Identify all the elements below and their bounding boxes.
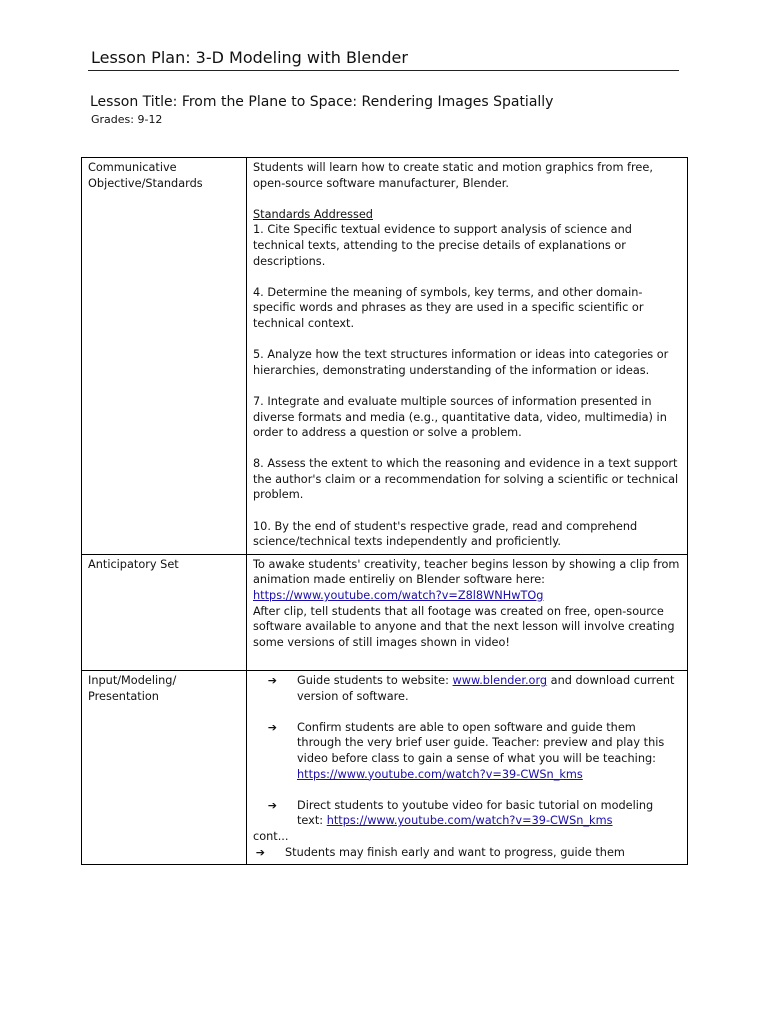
lesson-title: Lesson Title: From the Plane to Space: Rendering Images Spatially (90, 94, 554, 110)
standard-item: 4. Determine the meaning of symbols, key terms, and other domain-specific words and phrases as they are used in a specific scientific or technical context. (253, 285, 644, 330)
lesson-plan-table (81, 157, 688, 865)
bullet-text: Direct students to youtube video for basic tutorial on modeling text: (297, 798, 654, 828)
standard-item: 10. By the end of student's respective grade, read and comprehend science/technical texts independently and proficiently. (253, 519, 638, 549)
list-item (253, 798, 681, 829)
standard-item: 7. Integrate and evaluate multiple sources of information presented in diverse formats and media (e.g., quantitative data, video, multimedia) in order to address a question or solve a problem. (253, 394, 667, 440)
standard-item: 8. Assess the extent to which the reasoning and evidence in a text support the author's claim or a recommendation for solving a scientific or technical problem. (253, 457, 679, 502)
arrow-bullet-icon: ➔ (255, 845, 265, 859)
standards-heading: Standards Addressed (253, 207, 373, 221)
objective-content-cell (247, 158, 688, 555)
standard-item: 5. Analyze how the text structures information or ideas into categories or hierarchies, demonstrating understanding of the information or ideas. (253, 348, 669, 377)
input-label-line1: Input/Modeling/ (88, 674, 177, 687)
continued-note: cont... (253, 829, 289, 843)
input-content-cell (247, 671, 688, 865)
bullet-text: Students may finish early and want to progress, guide them (285, 845, 625, 859)
blender-website-link[interactable]: www.blender.org (452, 674, 548, 687)
title-underline-rule (88, 70, 679, 71)
bullet-text: Confirm students are able to open software and guide them through the very brief user guide. Teacher: preview and play this video before class to gain a sense of what you will be teaching: (297, 720, 665, 765)
list-item (253, 720, 681, 782)
user-guide-video-link[interactable]: https://www.youtube.com/watch?v=39-CWSn_kms (297, 767, 583, 781)
objective-intro: Students will learn how to create static and motion graphics from free, open-source software manufacturer, Blender. (253, 161, 653, 190)
anticipatory-text1: To awake students' creativity, teacher begins lesson by showing a clip from animation made entireliy on Blender software here: (253, 557, 680, 587)
table-row-objective (82, 158, 688, 555)
table-row-anticipatory (82, 554, 688, 670)
anticipatory-content-cell (247, 554, 688, 670)
modeling-tutorial-link[interactable]: https://www.youtube.com/watch?v=39-CWSn_kms (326, 814, 613, 828)
document-title: Lesson Plan: 3-D Modeling with Blender (91, 48, 408, 67)
anticipatory-video-link[interactable]: https://www.youtube.com/watch?v=Z8l8WNHwTOg (253, 589, 544, 603)
arrow-bullet-icon: ➔ (267, 720, 277, 734)
arrow-bullet-icon: ➔ (267, 798, 277, 812)
objective-label-line1: Communicative (88, 161, 177, 174)
input-label-cell (82, 671, 247, 865)
objective-label-cell (82, 158, 247, 555)
blank-line (253, 650, 681, 666)
list-item (253, 673, 681, 704)
anticipatory-label-cell (82, 554, 247, 670)
input-label-line2: Presentation (88, 689, 159, 703)
bullet-text: and download current version of software. (297, 674, 675, 703)
arrow-bullet-icon: ➔ (267, 674, 277, 687)
grades-line: Grades: 9-12 (91, 113, 163, 126)
objective-label-line2: Objective/Standards (88, 176, 203, 190)
bullet-text: Guide students to website: (297, 674, 453, 687)
anticipatory-label: Anticipatory Set (88, 557, 179, 571)
table-row-input (82, 671, 688, 865)
anticipatory-text2: After clip, tell students that all footage was created on free, open-source software available to anyone and that the next lesson will involve creating some versions of still images shown in video! (253, 604, 675, 649)
list-item (253, 845, 681, 861)
standard-item: 1. Cite Specific textual evidence to support analysis of science and technical texts, attending to the precise details of explanations or descriptions. (253, 223, 632, 268)
